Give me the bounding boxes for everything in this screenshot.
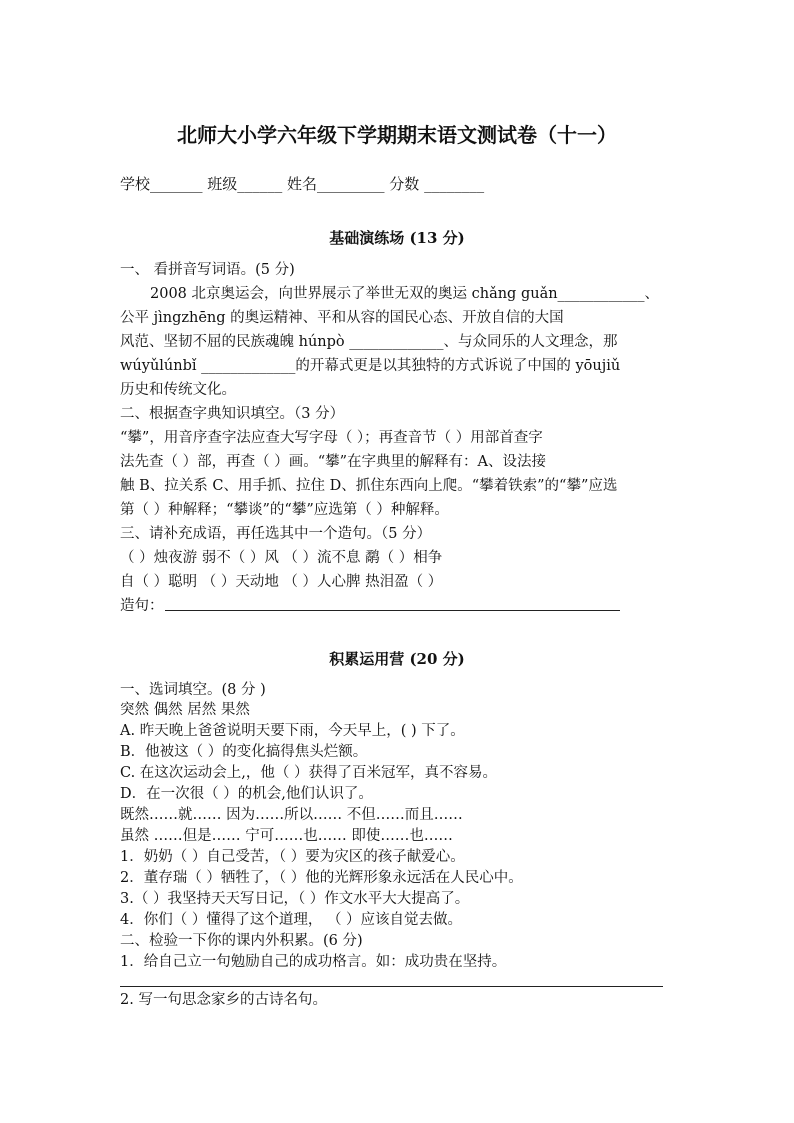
- fill-item: A. 昨天晚上爸爸说明天要下雨，今天早上，( ) 下了。: [120, 723, 465, 739]
- question-title: 三、请补充成语，再任选其中一个造句。（5 分）: [120, 526, 432, 542]
- sentence-label: 造句：: [120, 598, 164, 614]
- idiom-line: 自（ ）聪明 （ ）天动地 （ ）人心脾 热泪盈（ ）: [120, 574, 443, 590]
- answer-line[interactable]: [120, 986, 663, 987]
- student-info-line: 学校_______ 班级______ 姓名_________ 分数 ________: [120, 175, 485, 193]
- question-text-line: 法先查（ ）部，再查（ ）画。“攀”在字典里的解释有：A、设法接: [120, 454, 547, 470]
- question-title: 一、 看拼音写词语。(5 分): [120, 262, 295, 278]
- question-title: 一、选词填空。(8 分 ): [120, 682, 266, 698]
- question-text-line: 触 B、拉关系 C、用手抓、拉住 D、抓住东西向上爬。“攀着铁索”的“攀”应选: [120, 478, 618, 494]
- fill-item: 3.（ ）我坚持天天写日记，（ ）作文水平大大提高了。: [120, 891, 470, 907]
- question-text-line: 历史和传统文化。: [120, 382, 236, 398]
- question-text-line: 风范、坚韧不屈的民族魂魄 húnpò _____________、与众同乐的人文理念，那: [120, 334, 618, 350]
- question-text-line: 1．给自己立一句勉励自己的成功格言。如：成功贵在坚持。: [120, 954, 507, 970]
- idiom-line: （ ）烛夜游 弱不（ ）风 （ ）流不息 鹬（ ）相争: [120, 550, 443, 566]
- section-heading-accumulation: 积累运用营 (20 分): [329, 650, 465, 668]
- fill-item: B．他被这（ ）的变化搞得焦头烂额。: [120, 744, 368, 760]
- question-title: 二、检验一下你的课内外积累。(6 分): [120, 933, 363, 949]
- question-text-line: 2. 写一句思念家乡的古诗名句。: [120, 992, 327, 1008]
- section-heading-basics: 基础演练场 (13 分): [329, 229, 465, 247]
- fill-item: 1．奶奶（ ）自己受苦，（ ）要为灾区的孩子献爱心。: [120, 849, 465, 865]
- conjunction-bank: 既然……就…… 因为……所以…… 不但……而且……: [120, 807, 463, 823]
- fill-item: 4．你们（ ）懂得了这个道理， （ ）应该自觉去做。: [120, 912, 463, 928]
- question-text-line: wúyǔlúnbǐ _____________的开幕式更是以其独特的方式诉说了中国的 yōujiǔ: [120, 358, 621, 374]
- question-text-line: “攀”，用音序查字法应查大写字母（ ）；再查音节（ ）用部首查字: [120, 430, 543, 446]
- fill-item: C. 在这次运动会上,，他（ ）获得了百米冠军，真不容易。: [120, 765, 498, 781]
- question-text-line: 2008 北京奥运会，向世界展示了举世无双的奥运 chǎng guǎn____________、: [150, 286, 660, 302]
- question-title: 二、根据查字典知识填空。（3 分）: [120, 406, 345, 422]
- fill-item: D．在一次很（ ）的机会,他们认识了。: [120, 786, 373, 802]
- answer-line[interactable]: [165, 610, 620, 611]
- question-text-line: 公平 jìngzhēng 的奥运精神、平和从容的国民心态、开放自信的大国: [120, 310, 564, 326]
- conjunction-bank: 虽然 ……但是…… 宁可……也…… 即使……也……: [120, 828, 453, 844]
- question-text-line: 第（ ）种解释；“攀谈”的“攀”应选第（ ）种解释。: [120, 502, 449, 518]
- exam-title: 北师大小学六年级下学期期末语文测试卷（十一）: [177, 123, 617, 147]
- fill-item: 2．董存瑞（ ）牺牲了，（ ）他的光辉形象永远活在人民心中。: [120, 870, 523, 886]
- word-bank: 突然 偶然 居然 果然: [120, 702, 250, 718]
